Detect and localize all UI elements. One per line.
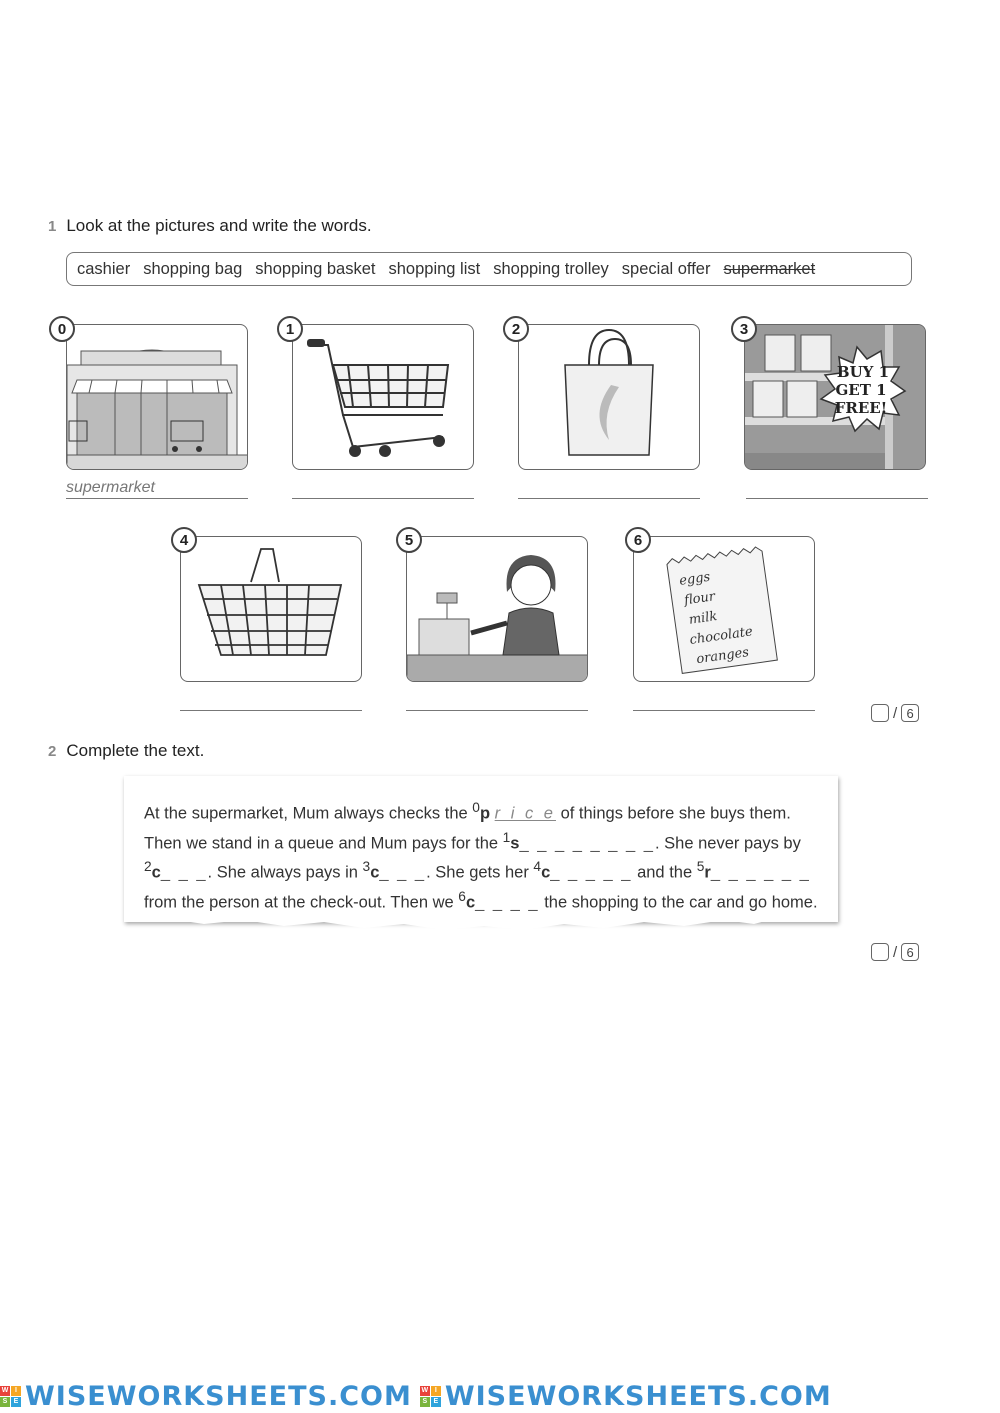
gap-first-letter: c (151, 863, 161, 882)
exercise-instruction: Look at the pictures and write the words. (66, 216, 372, 235)
example-gap: r i c e (494, 804, 556, 823)
shopping-bag-picture (518, 324, 700, 470)
gap-number: 1 (502, 829, 511, 845)
offer-sign-line: FREE! (834, 399, 888, 417)
gap-blank[interactable]: _ _ _ (160, 863, 208, 882)
word-bank-item: shopping trolley (493, 259, 609, 278)
brand-logo-icon: W I S E (420, 1386, 441, 1407)
gap-blank[interactable]: _ _ _ _ (475, 893, 540, 911)
text-segment: . She always pays in (207, 863, 363, 882)
shopping-list-picture (633, 536, 815, 682)
gap-number: 3 (362, 859, 371, 874)
text-segment: the shopping to the car and go home. (539, 893, 818, 911)
gap-number: 4 (533, 859, 542, 874)
word-bank-item: cashier (77, 259, 131, 278)
picture-number-badge: 4 (171, 527, 197, 553)
torn-edge (124, 912, 838, 942)
list-item: milk (687, 609, 719, 628)
word-bank-item: shopping bag (143, 259, 243, 278)
shopping-trolley-picture (292, 324, 474, 470)
score-total: 6 (901, 704, 919, 722)
answer-line[interactable] (406, 688, 588, 711)
gap-first-letter: c (370, 863, 380, 882)
word-bank-item: shopping basket (255, 259, 376, 278)
gap-blank[interactable]: _ _ _ _ _ (550, 863, 633, 882)
text-segment: . She never pays by (655, 834, 801, 852)
special-offer-picture (744, 324, 926, 470)
answer-line[interactable] (518, 476, 700, 499)
score-input[interactable] (871, 704, 889, 722)
supermarket-picture (66, 324, 248, 470)
word-bank (66, 252, 912, 286)
gap-first-letter: r (704, 863, 711, 882)
list-item: flour (683, 589, 717, 609)
footer-watermark (0, 1380, 1000, 1413)
brand-logo-icon: W I S E (0, 1386, 21, 1407)
picture-number-badge: 6 (625, 527, 651, 553)
text-segment: of things before she buys them. Then we stand in a queue and Mum pays for the (144, 804, 791, 852)
score-input[interactable] (871, 943, 889, 961)
offer-sign-line: GET 1 (835, 381, 887, 399)
answer-line[interactable] (633, 688, 815, 711)
gap-number: 5 (696, 859, 705, 874)
score-box (871, 943, 919, 961)
brand-text: WISEWORKSHEETS.COM (25, 1381, 412, 1412)
word-bank-item: shopping list (388, 259, 481, 278)
gap-number: 2 (144, 859, 152, 874)
answer-line[interactable] (292, 476, 474, 499)
gap-first-letter: c (465, 893, 476, 911)
example-answer: supermarket (66, 479, 155, 496)
answer-line[interactable] (180, 688, 362, 711)
answer-line[interactable] (746, 476, 928, 499)
score-separator: / (893, 943, 898, 961)
text-segment: from the person at the check-out. Then we (144, 893, 459, 911)
cashier-picture (406, 536, 588, 682)
gap-blank[interactable]: _ _ _ _ _ _ _ _ (519, 834, 655, 852)
text-panel (124, 776, 838, 922)
score-total: 6 (901, 943, 919, 961)
score-separator: / (893, 704, 898, 722)
answer-line[interactable] (66, 476, 248, 499)
offer-sign-line: BUY 1 (836, 363, 890, 381)
picture-number-badge: 0 (49, 316, 75, 342)
list-item: oranges (695, 645, 750, 668)
exercise-1-heading (48, 216, 372, 236)
gap-number: 0 (472, 800, 480, 815)
brand-text: WISEWORKSHEETS.COM (444, 1381, 832, 1412)
gap-first-letter: c (541, 863, 551, 882)
gap-blank[interactable]: _ _ _ _ _ _ (710, 863, 811, 882)
exercise-instruction: Complete the text. (66, 741, 205, 760)
gap-number: 6 (458, 888, 466, 904)
gap-blank[interactable]: _ _ _ (379, 863, 427, 882)
picture-number-badge: 3 (731, 316, 757, 342)
text-segment: . She gets her (426, 863, 534, 882)
picture-number-badge: 2 (503, 316, 529, 342)
exercise-2-heading (48, 741, 204, 761)
word-bank-item: special offer (621, 259, 711, 278)
word-bank-example: supermarket (723, 259, 816, 278)
list-item: chocolate (688, 624, 754, 648)
gap-fill-text (144, 796, 829, 914)
exercise-number: 2 (48, 743, 57, 760)
picture-number-badge: 1 (277, 316, 303, 342)
exercise-number: 1 (48, 218, 57, 235)
list-item: eggs (678, 569, 712, 589)
text-segment: and the (632, 863, 697, 882)
gap-first-letter: p (479, 804, 491, 823)
score-box (871, 704, 919, 722)
gap-first-letter: s (510, 834, 520, 852)
text-segment: At the supermarket, Mum always checks the (144, 804, 473, 823)
picture-number-badge: 5 (396, 527, 422, 553)
shopping-basket-picture (180, 536, 362, 682)
